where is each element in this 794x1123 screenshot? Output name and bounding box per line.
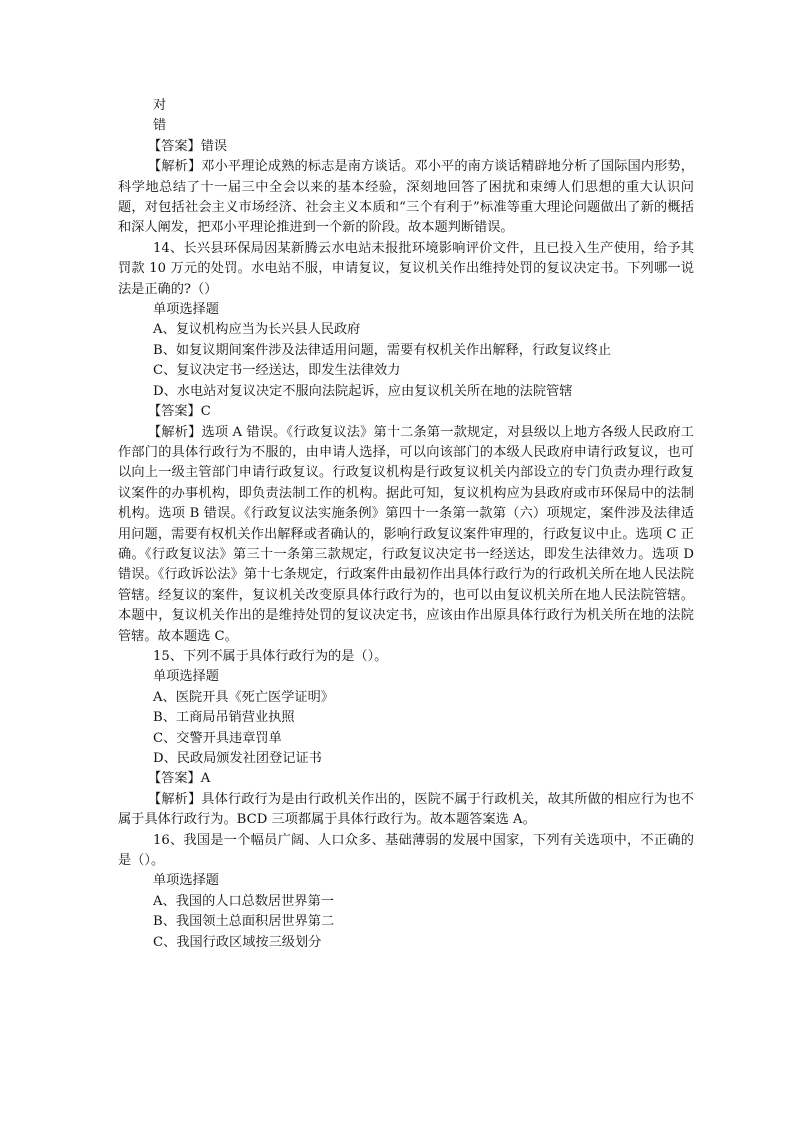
- q16-option-a: A、我国的人口总数居世界第一: [153, 893, 334, 909]
- q14-type: 单项选择题: [153, 302, 219, 318]
- q15-option-b: B、工商局吊销营业执照: [153, 710, 295, 726]
- q13-analysis: 【解析】邓小平理论成熟的标志是南方谈话。邓小平的南方谈话精辟地分析了国际国内形势，科学地总结了十一届三中全会以来的基本经验，深刻地回答了困扰和束缚人们思想的重大认识问题，对包括社会主义市场经济、社会主义本质和“三个有利于”标准等重大理论问题做出了新的概括和深人阐发，把邓小平理论推进到一个新的阶段。故本题判断错误。: [118, 159, 694, 236]
- q14-option-b: B、如复议期间案件涉及法律适用问题，需要有权机关作出解释，行政复议终止: [153, 342, 612, 358]
- q15-question: 15、下列不属于具体行政行为的是（）。: [153, 648, 388, 664]
- q14-option-d: D、水电站对复议决定不服向法院起诉，应由复议机关所在地的法院管辖: [153, 383, 573, 399]
- q15-option-d: D、民政局颁发社团登记证书: [153, 751, 322, 766]
- q13-option-b: 错: [153, 118, 167, 134]
- q16-type: 单项选择题: [153, 873, 219, 889]
- q13-option-a: 对: [153, 98, 167, 113]
- q13-answer: 【答案】错误: [148, 138, 228, 154]
- q16-question: 16、我国是一个幅员广阔、人口众多、基础薄弱的发展中国家，下列有关选项中，不正确的是（）。: [118, 832, 694, 869]
- q14-option-c: C、复议决定书一经送达，即发生法律效力: [153, 363, 401, 379]
- q14-option-a: A、复议机构应当为长兴县人民政府: [153, 322, 361, 338]
- q15-analysis: 【解析】具体行政行为是由行政机关作出的，医院不属于行政机关，故其所做的相应行为也不属于具体行政行为。BCD 三项都属于具体行政行为。故本题答案选 A。: [118, 791, 694, 828]
- q15-answer: 【答案】A: [148, 771, 211, 787]
- document-page: [118, 96, 694, 953]
- q15-type: 单项选择题: [153, 669, 219, 685]
- q14-question: 14、长兴县环保局因某新腾云水电站未报批环境影响评价文件，且已投入生产使用，给予其罚款 10 万元的处罚。水电站不服，申请复议，复议机关作出维持处罚的复议决定书。下列哪一说法是正确的?（）: [118, 240, 694, 297]
- q15-option-c: C、交警开具违章罚单: [153, 730, 282, 746]
- q14-answer: 【答案】C: [148, 404, 211, 420]
- q14-analysis: 【解析】选项 A 错误。《行政复议法》第十二条第一款规定，对县级以上地方各级人民政府工作部门的具体行政行为不服的，由申请人选择，可以向该部门的本级人民政府申请行政复议，也可以向上一级主管部门申请行政复议。行政复议机构是行政复议机关内部设立的专门负责办理行政复议案件的办事机构，即负责法制工作的机构。据此可知，复议机构应为县政府或市环保局中的法制机构。选项 B 错误。《行政复议法实施条例》第四十一条第一款第（六）项规定，案件涉及法律适用问题，需要有权机关作出解释或者确认的，影响行政复议案件审理的，行政复议中止。选项 C 正确。《行政复议法》第三十一条第三款规定，行政复议决定书一经送达，即发生法律效力。选项 D 错误。《行政诉讼法》第十七条规定，行政案件由最初作出具体行政行为的行政机关所在地人民法院管辖。经复议的案件，复议机关改变原具体行政行为的，也可以由复议机关所在地人民法院管辖。本题中，复议机关作出的是维持处罚的复议决定书，应该由作出原具体行政行为机关所在地的法院管辖。故本题选 C。: [118, 424, 694, 644]
- q16-option-c: C、我国行政区域按三级划分: [153, 934, 322, 950]
- q15-option-a: A、医院开具《死亡医学证明》: [153, 689, 334, 705]
- q16-option-b: B、我国领土总面积居世界第二: [153, 914, 335, 930]
